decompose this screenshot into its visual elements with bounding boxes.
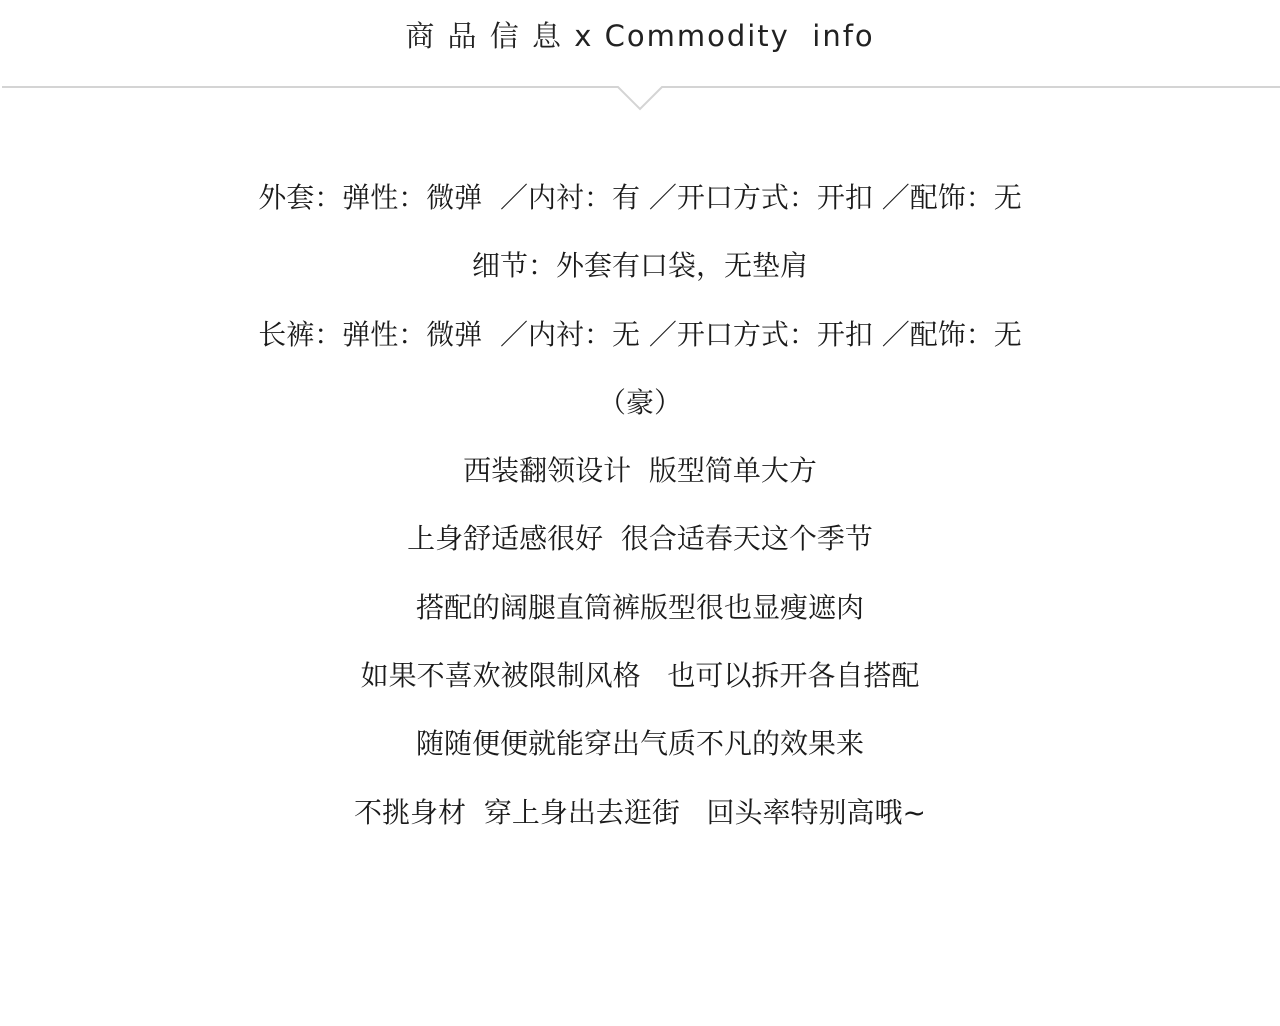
spec-line-details: 细节：外套有口袋，无垫肩 xyxy=(471,249,808,283)
text-line: 西装翻领设计 版型简单大方 xyxy=(463,454,817,488)
divider-with-notch xyxy=(0,78,1280,118)
text-line: 搭配的阔腿直筒裤版型很也显瘦遮肉 xyxy=(415,590,864,624)
text-line: （豪） xyxy=(597,385,682,419)
spec-line-jacket: 外套：弹性：微弹 ／内衬：有 ／开口方式：开扣 ／配饰：无 xyxy=(258,181,1022,214)
product-description xyxy=(0,170,1280,853)
text-line: 如果不喜欢被限制风格 也可以拆开各自搭配 xyxy=(360,659,920,693)
section-header xyxy=(0,0,1280,120)
divider-line xyxy=(2,87,1280,109)
spec-line-trousers: 长裤：弹性：微弹 ／内衬：无 ／开口方式：开扣 ／配饰：无 xyxy=(258,317,1022,351)
text-line: 上身舒适感很好 很合适春天这个季节 xyxy=(407,522,873,556)
text-line: 不挑身材 穿上身出去逛街 回头率特别高哦~ xyxy=(354,795,926,829)
section-title: 商 品 信 息 x Commodity info xyxy=(405,19,875,53)
text-line: 随随便便就能穿出气质不凡的效果来 xyxy=(415,727,864,761)
